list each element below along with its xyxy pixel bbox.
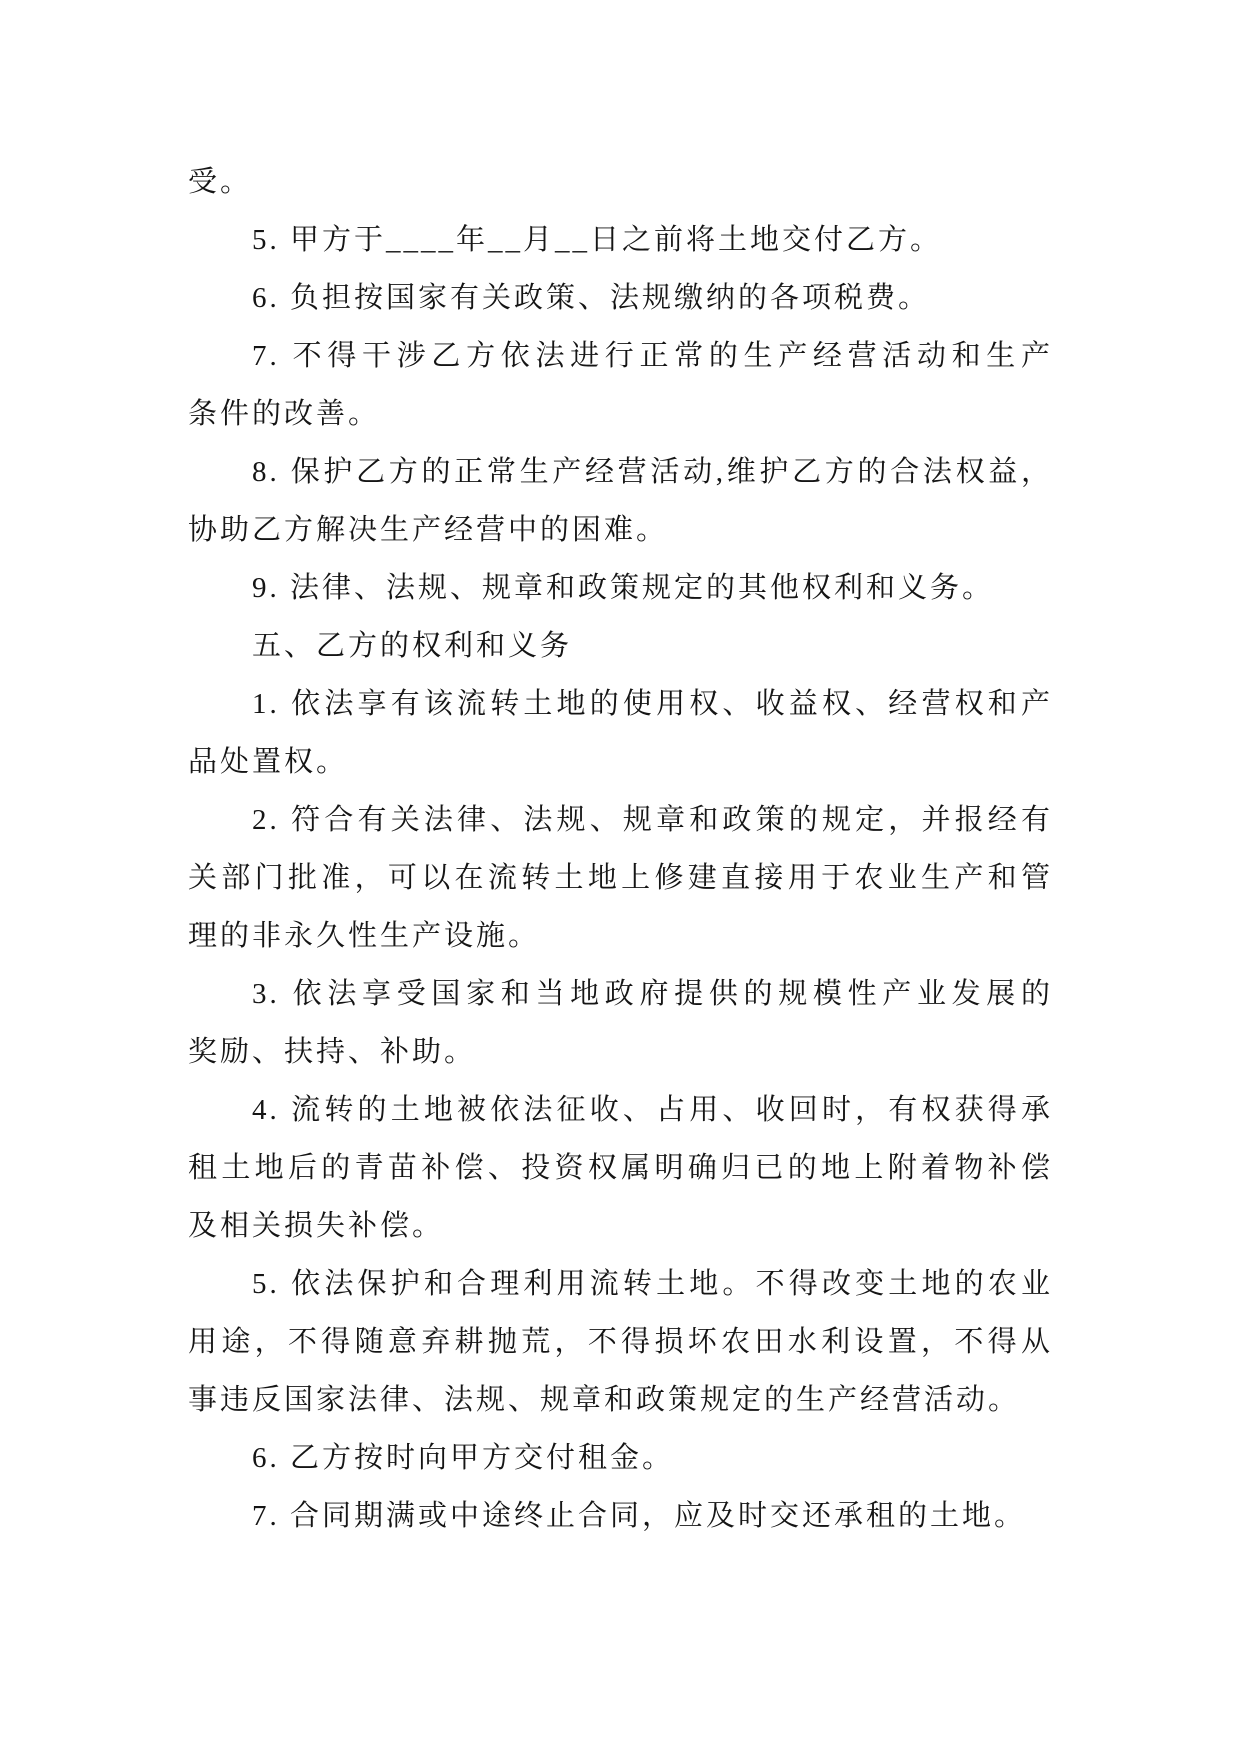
party-a-clause-7 bbox=[188, 327, 1053, 443]
text-line: 6. 负担按国家有关政策、法规缴纳的各项税费。 bbox=[252, 282, 931, 314]
party-a-clause-8 bbox=[188, 443, 1053, 559]
party-b-clause-1 bbox=[188, 675, 1053, 791]
text-line: 6. 乙方按时向甲方交付租金。 bbox=[252, 1442, 675, 1474]
text-line: 奖励、扶持、补助。 bbox=[188, 1036, 477, 1068]
text-line: 8. 保护乙方的正常生产经营活动,维护乙方的合法权益， bbox=[252, 456, 1053, 488]
party-b-clause-7 bbox=[188, 1487, 1053, 1545]
text-line: 条件的改善。 bbox=[188, 398, 381, 430]
text-line: 5. 依法保护和合理利用流转土地。不得改变土地的农业 bbox=[252, 1268, 1053, 1300]
party-b-clause-3 bbox=[188, 965, 1053, 1081]
text-line: 5. 甲方于____年__月__日之前将土地交付乙方。 bbox=[252, 224, 943, 256]
party-a-clause-5 bbox=[188, 211, 1053, 269]
text-line: 租土地后的青苗补偿、投资权属明确归已的地上附着物补偿 bbox=[188, 1152, 1053, 1184]
party-a-clause-6 bbox=[188, 269, 1053, 327]
text-line: 关部门批准，可以在流转土地上修建直接用于农业生产和管 bbox=[188, 862, 1053, 894]
text-line: 9. 法律、法规、规章和政策规定的其他权利和义务。 bbox=[252, 572, 995, 604]
text-line: 4. 流转的土地被依法征收、占用、收回时，有权获得承 bbox=[252, 1094, 1053, 1126]
section-heading: 五、乙方的权利和义务 bbox=[252, 630, 573, 662]
text-line: 品处置权。 bbox=[188, 746, 349, 778]
party-b-clause-2 bbox=[188, 791, 1053, 965]
text-line: 理的非永久性生产设施。 bbox=[188, 920, 541, 952]
text-line: 2. 符合有关法律、法规、规章和政策的规定，并报经有 bbox=[252, 804, 1053, 836]
text-line: 用途，不得随意弃耕抛荒，不得损坏农田水利设置，不得从 bbox=[188, 1326, 1053, 1358]
section-heading-party-b bbox=[188, 617, 1053, 675]
text-line: 及相关损失补偿。 bbox=[188, 1210, 445, 1242]
document-page bbox=[188, 153, 1053, 1545]
text-line: 1. 依法享有该流转土地的使用权、收益权、经营权和产 bbox=[252, 688, 1053, 720]
party-b-clause-4 bbox=[188, 1081, 1053, 1255]
text-line: 协助乙方解决生产经营中的困难。 bbox=[188, 514, 669, 546]
party-b-clause-6 bbox=[188, 1429, 1053, 1487]
text-line: 受。 bbox=[188, 166, 253, 198]
party-a-clause-4-continuation bbox=[188, 153, 1053, 211]
party-b-clause-5 bbox=[188, 1255, 1053, 1429]
text-line: 7. 不得干涉乙方依法进行正常的生产经营活动和生产 bbox=[252, 340, 1053, 372]
party-a-clause-9 bbox=[188, 559, 1053, 617]
text-line: 7. 合同期满或中途终止合同，应及时交还承租的土地。 bbox=[252, 1500, 1027, 1532]
text-line: 事违反国家法律、法规、规章和政策规定的生产经营活动。 bbox=[188, 1384, 1021, 1416]
text-line: 3. 依法享受国家和当地政府提供的规模性产业发展的 bbox=[252, 978, 1053, 1010]
